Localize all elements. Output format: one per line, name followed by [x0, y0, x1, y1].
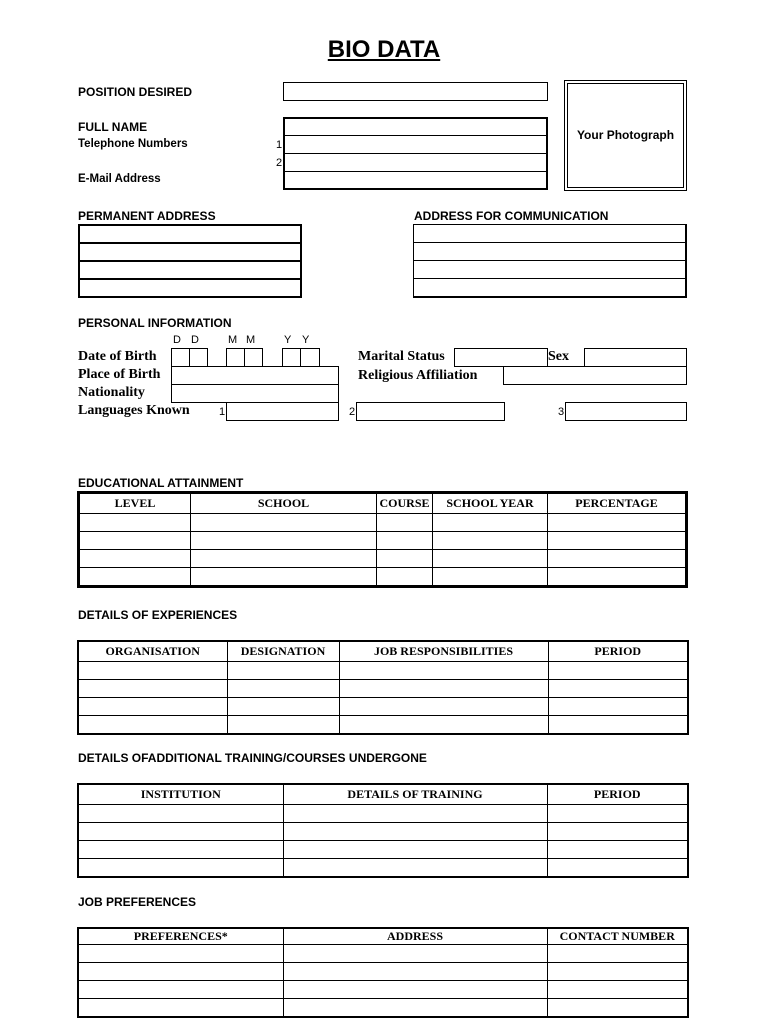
communication-address-line [413, 260, 687, 261]
language-3-number: 3 [558, 406, 565, 418]
language-1-field[interactable] [226, 402, 339, 421]
marital-status-field[interactable] [454, 348, 548, 367]
telephone-2-field[interactable] [283, 153, 548, 172]
table-cell[interactable] [283, 823, 547, 841]
table-cell[interactable] [547, 841, 688, 859]
experience-table [77, 640, 689, 735]
table-cell[interactable] [548, 680, 688, 698]
date-mark-d1: D [173, 334, 181, 346]
dob-day-2-field[interactable] [189, 348, 208, 367]
table-cell[interactable] [78, 841, 283, 859]
table-cell[interactable] [548, 550, 687, 568]
email-label: E-Mail Address [78, 173, 161, 185]
table-cell[interactable] [283, 841, 547, 859]
table-cell[interactable] [191, 568, 377, 587]
permanent-address-line [78, 278, 302, 280]
table-cell[interactable] [339, 698, 548, 716]
table-row [78, 859, 688, 878]
table-cell[interactable] [78, 716, 227, 735]
table-cell[interactable] [191, 514, 377, 532]
table-cell[interactable] [433, 550, 548, 568]
dob-month-2-field[interactable] [244, 348, 263, 367]
table-cell[interactable] [78, 945, 283, 963]
permanent-address-line [78, 242, 302, 244]
telephone-1-field[interactable] [283, 135, 548, 154]
training-heading: DETAILS OFADDITIONAL TRAINING/COURSES UNDERGONE [78, 751, 427, 765]
table-cell[interactable] [191, 550, 377, 568]
table-cell[interactable] [79, 514, 191, 532]
table-row [79, 550, 687, 568]
permanent-address-label: PERMANENT ADDRESS [78, 209, 216, 223]
preferences-col-preferences: PREFERENCES* [78, 928, 283, 945]
telephone-2-number: 2 [276, 157, 283, 169]
education-col-course: COURSE [377, 493, 433, 514]
date-mark-y2: Y [302, 334, 310, 346]
experience-col-period: PERIOD [548, 641, 688, 662]
table-cell[interactable] [339, 716, 548, 735]
preferences-heading: JOB PREFERENCES [78, 895, 197, 909]
table-cell[interactable] [78, 662, 227, 680]
table-cell[interactable] [79, 532, 191, 550]
nationality-label: Nationality [78, 385, 145, 400]
pob-field[interactable] [171, 366, 339, 385]
table-cell[interactable] [548, 662, 688, 680]
telephone-label: Telephone Numbers [78, 138, 188, 150]
personal-info-heading: PERSONAL INFORMATION [78, 316, 232, 330]
education-table [77, 491, 688, 588]
table-row [78, 680, 688, 698]
education-col-level: LEVEL [79, 493, 191, 514]
religion-label: Religious Affiliation [358, 368, 478, 383]
training-col-institution: INSTITUTION [78, 784, 283, 805]
table-cell[interactable] [78, 981, 283, 999]
date-mark-d2: D [191, 334, 199, 346]
table-cell[interactable] [377, 550, 433, 568]
table-cell[interactable] [283, 945, 547, 963]
table-cell[interactable] [339, 680, 548, 698]
table-cell[interactable] [548, 698, 688, 716]
table-row [78, 963, 688, 981]
table-row [78, 698, 688, 716]
table-cell[interactable] [548, 716, 688, 735]
experience-heading: DETAILS OF EXPERIENCES [78, 608, 238, 622]
dob-label: Date of Birth [78, 349, 157, 364]
nationality-field[interactable] [171, 384, 339, 403]
table-cell[interactable] [433, 568, 548, 587]
table-cell[interactable] [377, 568, 433, 587]
table-cell[interactable] [283, 999, 547, 1018]
table-cell[interactable] [547, 981, 688, 999]
dob-year-1-field[interactable] [282, 348, 301, 367]
table-cell[interactable] [433, 514, 548, 532]
experience-col-responsibilities: JOB RESPONSIBILITIES [339, 641, 548, 662]
table-cell[interactable] [377, 514, 433, 532]
table-cell[interactable] [78, 805, 283, 823]
table-cell[interactable] [283, 805, 547, 823]
education-col-percentage: PERCENTAGE [548, 493, 687, 514]
table-cell[interactable] [548, 514, 687, 532]
languages-label: Languages Known [78, 403, 190, 418]
table-row [78, 981, 688, 999]
table-row [79, 568, 687, 587]
table-cell[interactable] [377, 532, 433, 550]
table-row [78, 805, 688, 823]
full-name-field[interactable] [283, 117, 548, 136]
language-2-field[interactable] [356, 402, 505, 421]
table-cell[interactable] [548, 568, 687, 587]
table-cell[interactable] [78, 963, 283, 981]
communication-address-box[interactable] [413, 224, 687, 298]
communication-address-line [413, 278, 687, 279]
dob-year-2-field[interactable] [300, 348, 320, 367]
photograph-label: Your Photograph [576, 128, 675, 142]
table-row [78, 716, 688, 735]
date-mark-m1: M [228, 334, 238, 346]
table-cell[interactable] [433, 532, 548, 550]
position-desired-field[interactable] [283, 82, 548, 101]
education-heading: EDUCATIONAL ATTAINMENT [78, 476, 244, 490]
full-name-label: FULL NAME [78, 120, 148, 134]
position-desired-label: POSITION DESIRED [78, 85, 193, 99]
permanent-address-line [78, 260, 302, 262]
table-row [78, 999, 688, 1018]
table-cell[interactable] [227, 716, 339, 735]
training-table [77, 783, 689, 878]
date-mark-m2: M [246, 334, 256, 346]
table-cell[interactable] [547, 963, 688, 981]
table-cell[interactable] [547, 859, 688, 878]
preferences-col-address: ADDRESS [283, 928, 547, 945]
table-cell[interactable] [283, 963, 547, 981]
pob-label: Place of Birth [78, 367, 161, 382]
table-cell[interactable] [547, 805, 688, 823]
table-row [79, 532, 687, 550]
table-cell[interactable] [78, 680, 227, 698]
language-3-field[interactable] [565, 402, 687, 421]
sex-field[interactable] [584, 348, 687, 367]
table-cell[interactable] [78, 698, 227, 716]
training-col-period: PERIOD [547, 784, 688, 805]
telephone-1-number: 1 [276, 139, 283, 151]
table-cell[interactable] [547, 945, 688, 963]
education-col-school-year: SCHOOL YEAR [433, 493, 548, 514]
table-cell[interactable] [283, 981, 547, 999]
communication-address-line [413, 242, 687, 243]
table-row [78, 662, 688, 680]
table-cell[interactable] [79, 568, 191, 587]
table-row [79, 514, 687, 532]
table-cell[interactable] [78, 823, 283, 841]
experience-col-organisation: ORGANISATION [78, 641, 227, 662]
table-cell[interactable] [227, 662, 339, 680]
table-cell[interactable] [227, 698, 339, 716]
education-col-school: SCHOOL [191, 493, 377, 514]
sex-label: Sex [548, 349, 569, 364]
religion-field[interactable] [503, 366, 687, 385]
experience-col-designation: DESIGNATION [227, 641, 339, 662]
table-row [78, 841, 688, 859]
dob-day-1-field[interactable] [171, 348, 190, 367]
table-cell[interactable] [78, 999, 283, 1018]
date-mark-y1: Y [284, 334, 292, 346]
table-row [78, 823, 688, 841]
table-cell[interactable] [227, 680, 339, 698]
communication-address-label: ADDRESS FOR COMMUNICATION [414, 209, 609, 223]
table-row [78, 945, 688, 963]
table-cell[interactable] [283, 859, 547, 878]
preferences-col-contact: CONTACT NUMBER [547, 928, 688, 945]
table-cell[interactable] [547, 823, 688, 841]
email-field[interactable] [283, 171, 548, 190]
language-2-number: 2 [349, 406, 356, 418]
table-cell[interactable] [191, 532, 377, 550]
table-cell[interactable] [547, 999, 688, 1018]
table-cell[interactable] [548, 532, 687, 550]
table-cell[interactable] [339, 662, 548, 680]
preferences-table [77, 927, 689, 1018]
language-1-number: 1 [219, 406, 226, 418]
marital-status-label: Marital Status [358, 349, 445, 364]
table-cell[interactable] [79, 550, 191, 568]
training-col-details: DETAILS OF TRAINING [283, 784, 547, 805]
dob-month-1-field[interactable] [226, 348, 245, 367]
page-title: BIO DATA [327, 36, 441, 63]
table-cell[interactable] [78, 859, 283, 878]
